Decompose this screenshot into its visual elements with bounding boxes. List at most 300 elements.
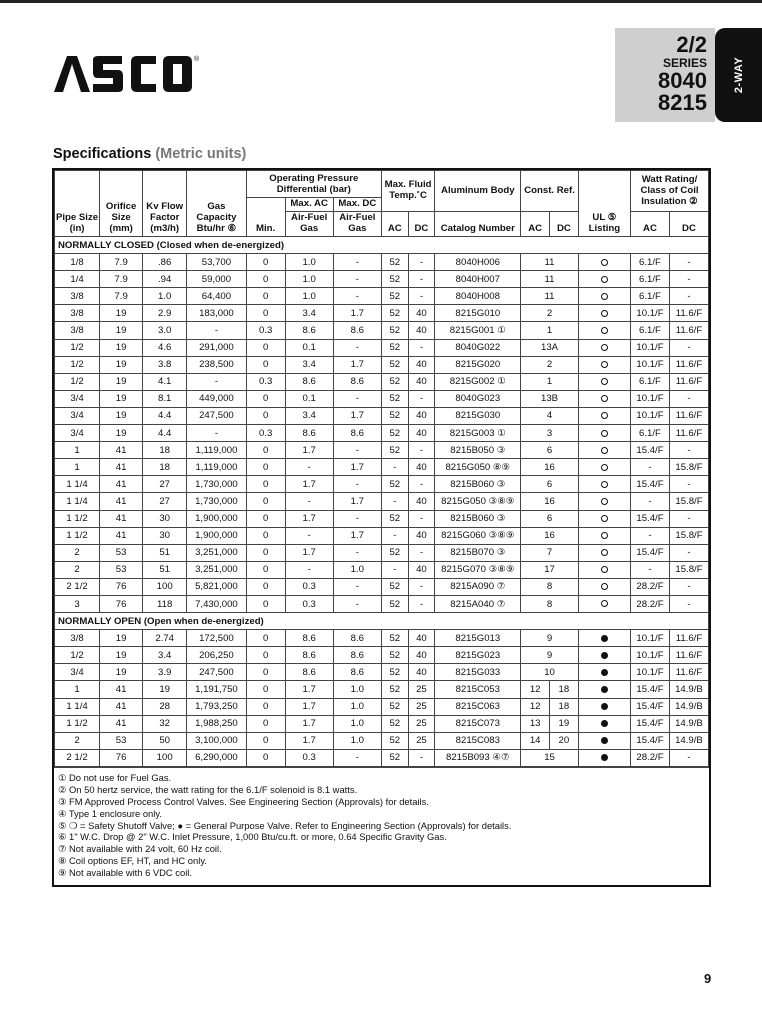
cell-wdc: - <box>669 271 708 288</box>
table-row <box>55 698 709 715</box>
cell-tdc: - <box>408 510 435 527</box>
cell-min: 0 <box>246 476 285 493</box>
cell-const-ref: 13A <box>521 339 578 356</box>
cell-orifice: 53 <box>100 561 143 578</box>
cell-ul-listing <box>578 425 630 442</box>
cell-ul-listing <box>578 407 630 424</box>
cell-ul-listing <box>578 373 630 390</box>
cell-maxdc: 1.0 <box>333 732 381 749</box>
cell-tac: - <box>381 493 408 510</box>
cell-tdc: - <box>408 271 435 288</box>
cell-wac: - <box>631 561 670 578</box>
cell-gas: 3,251,000 <box>187 544 246 561</box>
cell-maxac: 0.3 <box>285 578 333 595</box>
table-row <box>55 561 709 578</box>
cell-ul-listing <box>578 595 630 612</box>
header-temp-dc: DC <box>408 212 435 237</box>
footnote: ② On 50 hertz service, the watt rating for the 6.1/F solenoid is 8.1 watts. <box>58 783 358 795</box>
cell-const-ref: 16 <box>521 527 578 544</box>
table-row <box>55 373 709 390</box>
cell-tac: 52 <box>381 595 408 612</box>
table-row <box>55 715 709 732</box>
cell-catalog: 8040H008 <box>435 288 521 305</box>
cell-cdc: 19 <box>550 715 579 732</box>
cell-catalog: 8215G003 ① <box>435 425 521 442</box>
table-row <box>55 356 709 373</box>
cell-maxac: 1.0 <box>285 271 333 288</box>
cell-wdc: - <box>669 749 708 766</box>
cell-wdc: - <box>669 578 708 595</box>
cell-cac: 13 <box>521 715 550 732</box>
header-ul-listing: UL ⑤ Listing <box>578 171 630 237</box>
cell-tdc: 25 <box>408 732 435 749</box>
cell-orifice: 53 <box>100 544 143 561</box>
cell-kv: 18 <box>143 459 187 476</box>
cell-kv: 3.0 <box>143 322 187 339</box>
cell-maxdc: - <box>333 390 381 407</box>
cell-maxdc: 1.0 <box>333 698 381 715</box>
cell-gas: 449,000 <box>187 390 246 407</box>
cell-pipe: 2 <box>55 732 100 749</box>
table-row <box>55 578 709 595</box>
footnote: ⑧ Coil options EF, HT, and HC only. <box>58 855 207 867</box>
cell-pipe: 3 <box>55 595 100 612</box>
cell-tac: 52 <box>381 339 408 356</box>
cell-kv: 100 <box>143 578 187 595</box>
cell-orifice: 76 <box>100 595 143 612</box>
cell-min: 0 <box>246 356 285 373</box>
cell-wdc: 11.6/F <box>669 407 708 424</box>
page-number: 9 <box>704 971 712 986</box>
cell-kv: 50 <box>143 732 187 749</box>
cell-tdc: - <box>408 544 435 561</box>
cell-tac: 52 <box>381 510 408 527</box>
cell-catalog: 8215C063 <box>435 698 521 715</box>
cell-min: 0 <box>246 544 285 561</box>
cell-tac: - <box>381 561 408 578</box>
cell-gas: 247,500 <box>187 664 246 681</box>
cell-kv: 3.8 <box>143 356 187 373</box>
cell-kv: 51 <box>143 544 187 561</box>
cell-gas: 1,730,000 <box>187 493 246 510</box>
cell-orifice: 41 <box>100 715 143 732</box>
cell-maxac: - <box>285 459 333 476</box>
cell-pipe: 2 1/2 <box>55 749 100 766</box>
table-row <box>55 476 709 493</box>
header-air-fuel-dc: Air-Fuel Gas <box>333 212 381 237</box>
cell-maxdc: - <box>333 544 381 561</box>
cell-wac: 15.4/F <box>631 510 670 527</box>
cell-ul-listing <box>578 527 630 544</box>
specifications-table <box>54 170 709 767</box>
footnotes <box>54 767 709 885</box>
cell-orifice: 19 <box>100 390 143 407</box>
header-orifice-size: Orifice Size (mm) <box>100 171 143 237</box>
cell-wac: 6.1/F <box>631 271 670 288</box>
cell-orifice: 41 <box>100 698 143 715</box>
cell-gas: 3,100,000 <box>187 732 246 749</box>
cell-gas: - <box>187 425 246 442</box>
cell-pipe: 2 1/2 <box>55 578 100 595</box>
cell-tdc: - <box>408 288 435 305</box>
cell-wac: 15.4/F <box>631 442 670 459</box>
table-row <box>55 271 709 288</box>
cell-tac: 52 <box>381 373 408 390</box>
cell-wdc: 11.6/F <box>669 425 708 442</box>
cell-maxac: - <box>285 493 333 510</box>
general-purpose-valve-icon <box>601 635 608 642</box>
cell-wac: 10.1/F <box>631 390 670 407</box>
cell-wac: 10.1/F <box>631 356 670 373</box>
cell-pipe: 3/8 <box>55 630 100 647</box>
cell-kv: 2.9 <box>143 305 187 322</box>
cell-maxdc: - <box>333 339 381 356</box>
safety-shutoff-valve-icon <box>601 532 608 539</box>
cell-gas: 238,500 <box>187 356 246 373</box>
cell-maxdc: 1.7 <box>333 459 381 476</box>
cell-wdc: 15.8/F <box>669 493 708 510</box>
cell-orifice: 7.9 <box>100 254 143 271</box>
table-row <box>55 254 709 271</box>
cell-maxac: 8.6 <box>285 425 333 442</box>
cell-orifice: 7.9 <box>100 271 143 288</box>
safety-shutoff-valve-icon <box>601 600 608 607</box>
general-purpose-valve-icon <box>601 686 608 693</box>
cell-tdc: 40 <box>408 305 435 322</box>
cell-maxdc: 1.7 <box>333 305 381 322</box>
cell-gas: 206,250 <box>187 647 246 664</box>
cell-wac: 10.1/F <box>631 630 670 647</box>
section-heading <box>53 146 246 162</box>
cell-pipe: 1 1/4 <box>55 698 100 715</box>
cell-maxdc: 8.6 <box>333 647 381 664</box>
safety-shutoff-valve-icon <box>601 481 608 488</box>
cell-tdc: 40 <box>408 664 435 681</box>
cell-kv: 28 <box>143 698 187 715</box>
cell-wac: - <box>631 493 670 510</box>
cell-maxac: 1.7 <box>285 715 333 732</box>
cell-pipe: 1/2 <box>55 373 100 390</box>
cell-wdc: 11.6/F <box>669 647 708 664</box>
top-rule <box>0 0 762 3</box>
cell-pipe: 1 <box>55 459 100 476</box>
safety-shutoff-valve-icon <box>601 412 608 419</box>
table-row <box>55 442 709 459</box>
cell-maxdc: - <box>333 288 381 305</box>
cell-tdc: 40 <box>408 425 435 442</box>
cell-wac: 15.4/F <box>631 544 670 561</box>
cell-tdc: 40 <box>408 527 435 544</box>
cell-maxac: - <box>285 527 333 544</box>
cell-min: 0.3 <box>246 425 285 442</box>
cell-const-ref: 2 <box>521 356 578 373</box>
cell-maxac: 8.6 <box>285 664 333 681</box>
cell-maxac: 3.4 <box>285 407 333 424</box>
cell-const-ref: 6 <box>521 510 578 527</box>
header-aluminum-body: Aluminum Body <box>435 171 521 212</box>
cell-wac: 15.4/F <box>631 715 670 732</box>
cell-tdc: 40 <box>408 407 435 424</box>
safety-shutoff-valve-icon <box>601 515 608 522</box>
header-pipe-size: Pipe Size (in) <box>55 171 100 237</box>
cell-tac: 52 <box>381 715 408 732</box>
table-row <box>55 288 709 305</box>
cell-orifice: 19 <box>100 373 143 390</box>
cell-pipe: 1 1/2 <box>55 715 100 732</box>
cell-ul-listing <box>578 664 630 681</box>
cell-orifice: 76 <box>100 749 143 766</box>
cell-min: 0 <box>246 442 285 459</box>
cell-kv: 4.6 <box>143 339 187 356</box>
header-max-ac: Max. AC <box>285 198 333 212</box>
cell-tac: 52 <box>381 356 408 373</box>
cell-wac: - <box>631 527 670 544</box>
cell-tac: 52 <box>381 749 408 766</box>
cell-gas: 6,290,000 <box>187 749 246 766</box>
cell-tac: 52 <box>381 698 408 715</box>
section-normally-open: NORMALLY OPEN (Open when de-energized) <box>55 613 709 630</box>
table-row <box>55 681 709 698</box>
cell-ul-listing <box>578 288 630 305</box>
cell-catalog: 8215G002 ① <box>435 373 521 390</box>
cell-gas: - <box>187 322 246 339</box>
cell-pipe: 1/2 <box>55 647 100 664</box>
cell-const-ref: 9 <box>521 647 578 664</box>
cell-ul-listing <box>578 544 630 561</box>
cell-tac: 52 <box>381 630 408 647</box>
cell-const-ref: 11 <box>521 271 578 288</box>
safety-shutoff-valve-icon <box>601 430 608 437</box>
cell-catalog: 8215C083 <box>435 732 521 749</box>
cell-orifice: 19 <box>100 425 143 442</box>
cell-wdc: - <box>669 595 708 612</box>
cell-wdc: - <box>669 288 708 305</box>
cell-pipe: 1/2 <box>55 356 100 373</box>
cell-tdc: 25 <box>408 681 435 698</box>
cell-min: 0 <box>246 493 285 510</box>
cell-maxdc: 1.7 <box>333 527 381 544</box>
cell-gas: 3,251,000 <box>187 561 246 578</box>
cell-catalog: 8215C053 <box>435 681 521 698</box>
cell-tdc: 40 <box>408 561 435 578</box>
cell-wdc: 14.9/B <box>669 681 708 698</box>
cell-maxac: 1.7 <box>285 544 333 561</box>
cell-maxac: 0.1 <box>285 390 333 407</box>
cell-gas: 64,400 <box>187 288 246 305</box>
cell-orifice: 19 <box>100 305 143 322</box>
cell-orifice: 76 <box>100 578 143 595</box>
cell-gas: 59,000 <box>187 271 246 288</box>
cell-const-ref: 17 <box>521 561 578 578</box>
cell-cac: 12 <box>521 681 550 698</box>
cell-tdc: - <box>408 390 435 407</box>
table-row <box>55 527 709 544</box>
header-max-dc: Max. DC <box>333 198 381 212</box>
cell-gas: 1,900,000 <box>187 510 246 527</box>
cell-min: 0 <box>246 527 285 544</box>
cell-wdc: - <box>669 476 708 493</box>
cell-const-ref: 9 <box>521 630 578 647</box>
table-row <box>55 407 709 424</box>
cell-tdc: - <box>408 442 435 459</box>
footnote: ⑤ ❍ = Safety Shutoff Valve; ● = General Purpose Valve. Refer to Engineering Section (Approvals) for details. <box>58 819 512 831</box>
table-body <box>55 237 709 767</box>
cell-min: 0 <box>246 595 285 612</box>
table-row <box>55 732 709 749</box>
header-gas-capacity: Gas Capacity Btu/hr ⑥ <box>187 171 246 237</box>
cell-min: 0 <box>246 288 285 305</box>
cell-pipe: 1/2 <box>55 339 100 356</box>
header-const-ref: Const. Ref. <box>521 171 578 212</box>
table-row <box>55 510 709 527</box>
cell-maxdc: 1.0 <box>333 561 381 578</box>
cell-wac: 10.1/F <box>631 305 670 322</box>
cell-min: 0 <box>246 510 285 527</box>
cell-gas: 1,191,750 <box>187 681 246 698</box>
cell-wac: 6.1/F <box>631 254 670 271</box>
cell-orifice: 19 <box>100 630 143 647</box>
footnote: ⑦ Not available with 24 volt, 60 Hz coil. <box>58 843 222 855</box>
cell-orifice: 41 <box>100 459 143 476</box>
cell-catalog: 8215G060 ③⑧⑨ <box>435 527 521 544</box>
cell-catalog: 8215G070 ③⑧⑨ <box>435 561 521 578</box>
cell-maxac: 8.6 <box>285 322 333 339</box>
general-purpose-valve-icon <box>601 754 608 761</box>
cell-kv: 27 <box>143 493 187 510</box>
cell-pipe: 1 <box>55 681 100 698</box>
cell-kv: 118 <box>143 595 187 612</box>
general-purpose-valve-icon <box>601 737 608 744</box>
cell-min: 0 <box>246 698 285 715</box>
cell-maxac: 1.7 <box>285 732 333 749</box>
cell-catalog: 8215G001 ① <box>435 322 521 339</box>
cell-wdc: - <box>669 442 708 459</box>
cell-min: 0 <box>246 732 285 749</box>
header-air-fuel-ac: Air-Fuel Gas <box>285 212 333 237</box>
cell-orifice: 19 <box>100 339 143 356</box>
cell-maxdc: - <box>333 510 381 527</box>
cell-kv: .94 <box>143 271 187 288</box>
cell-gas: 1,988,250 <box>187 715 246 732</box>
specifications-table-frame <box>52 168 711 887</box>
cell-kv: 19 <box>143 681 187 698</box>
header-watt-ac: AC <box>631 212 670 237</box>
side-tab-label: 2-WAY <box>732 56 745 94</box>
cell-ul-listing <box>578 493 630 510</box>
cell-maxdc: 8.6 <box>333 373 381 390</box>
header-max-fluid-temp: Max. Fluid Temp.˚C <box>381 171 434 212</box>
cell-min: 0 <box>246 749 285 766</box>
cell-maxac: 8.6 <box>285 647 333 664</box>
cell-kv: 27 <box>143 476 187 493</box>
table-row <box>55 630 709 647</box>
cell-ul-listing <box>578 681 630 698</box>
series-label: SERIES <box>662 56 707 70</box>
general-purpose-valve-icon <box>601 652 608 659</box>
cell-ul-listing <box>578 459 630 476</box>
cell-const-ref: 10 <box>521 664 578 681</box>
header-temp-ac: AC <box>381 212 408 237</box>
heading-subtitle: (Metric units) <box>155 146 247 162</box>
cell-ul-listing <box>578 561 630 578</box>
cell-wac: 6.1/F <box>631 322 670 339</box>
cell-wdc: 14.9/B <box>669 698 708 715</box>
cell-const-ref: 2 <box>521 305 578 322</box>
cell-gas: - <box>187 373 246 390</box>
cell-wdc: - <box>669 510 708 527</box>
cell-tdc: 40 <box>408 322 435 339</box>
cell-tdc: - <box>408 476 435 493</box>
cell-orifice: 41 <box>100 681 143 698</box>
cell-catalog: 8215G033 <box>435 664 521 681</box>
cell-catalog: 8040G022 <box>435 339 521 356</box>
cell-tac: 52 <box>381 476 408 493</box>
cell-orifice: 19 <box>100 407 143 424</box>
cell-maxac: 1.7 <box>285 681 333 698</box>
cell-tac: 52 <box>381 681 408 698</box>
cell-const-ref: 13B <box>521 390 578 407</box>
cell-kv: 30 <box>143 527 187 544</box>
cell-min: 0 <box>246 305 285 322</box>
cell-maxdc: 1.7 <box>333 407 381 424</box>
cell-pipe: 2 <box>55 544 100 561</box>
cell-catalog: 8040G023 <box>435 390 521 407</box>
cell-kv: 3.4 <box>143 647 187 664</box>
cell-cac: 14 <box>521 732 550 749</box>
cell-ul-listing <box>578 578 630 595</box>
svg-text:®: ® <box>194 56 200 63</box>
cell-maxdc: - <box>333 254 381 271</box>
cell-catalog: 8215A090 ⑦ <box>435 578 521 595</box>
cell-wdc: 11.6/F <box>669 305 708 322</box>
cell-maxac: 1.7 <box>285 476 333 493</box>
safety-shutoff-valve-icon <box>601 566 608 573</box>
cell-orifice: 19 <box>100 322 143 339</box>
cell-kv: 18 <box>143 442 187 459</box>
cell-min: 0 <box>246 390 285 407</box>
cell-orifice: 53 <box>100 732 143 749</box>
cell-maxac: 1.7 <box>285 698 333 715</box>
cell-pipe: 3/4 <box>55 425 100 442</box>
cell-min: 0 <box>246 681 285 698</box>
cell-ul-listing <box>578 698 630 715</box>
cell-gas: 1,730,000 <box>187 476 246 493</box>
cell-catalog: 8215G010 <box>435 305 521 322</box>
cell-min: 0 <box>246 578 285 595</box>
cell-maxac: 0.3 <box>285 595 333 612</box>
header-const-dc: DC <box>550 212 579 237</box>
cell-maxdc: 8.6 <box>333 664 381 681</box>
cell-maxdc: 1.0 <box>333 681 381 698</box>
cell-const-ref: 7 <box>521 544 578 561</box>
cell-catalog: 8040H007 <box>435 271 521 288</box>
cell-min: 0 <box>246 664 285 681</box>
cell-wdc: 11.6/F <box>669 664 708 681</box>
cell-gas: 247,500 <box>187 407 246 424</box>
series-box <box>615 28 715 122</box>
cell-const-ref: 11 <box>521 254 578 271</box>
cell-kv: 51 <box>143 561 187 578</box>
cell-maxac: 1.7 <box>285 510 333 527</box>
cell-gas: 53,700 <box>187 254 246 271</box>
cell-ul-listing <box>578 476 630 493</box>
cell-catalog: 8215B070 ③ <box>435 544 521 561</box>
safety-shutoff-valve-icon <box>601 344 608 351</box>
cell-kv: 2.74 <box>143 630 187 647</box>
cell-maxdc: 8.6 <box>333 425 381 442</box>
cell-ul-listing <box>578 630 630 647</box>
cell-kv: .86 <box>143 254 187 271</box>
